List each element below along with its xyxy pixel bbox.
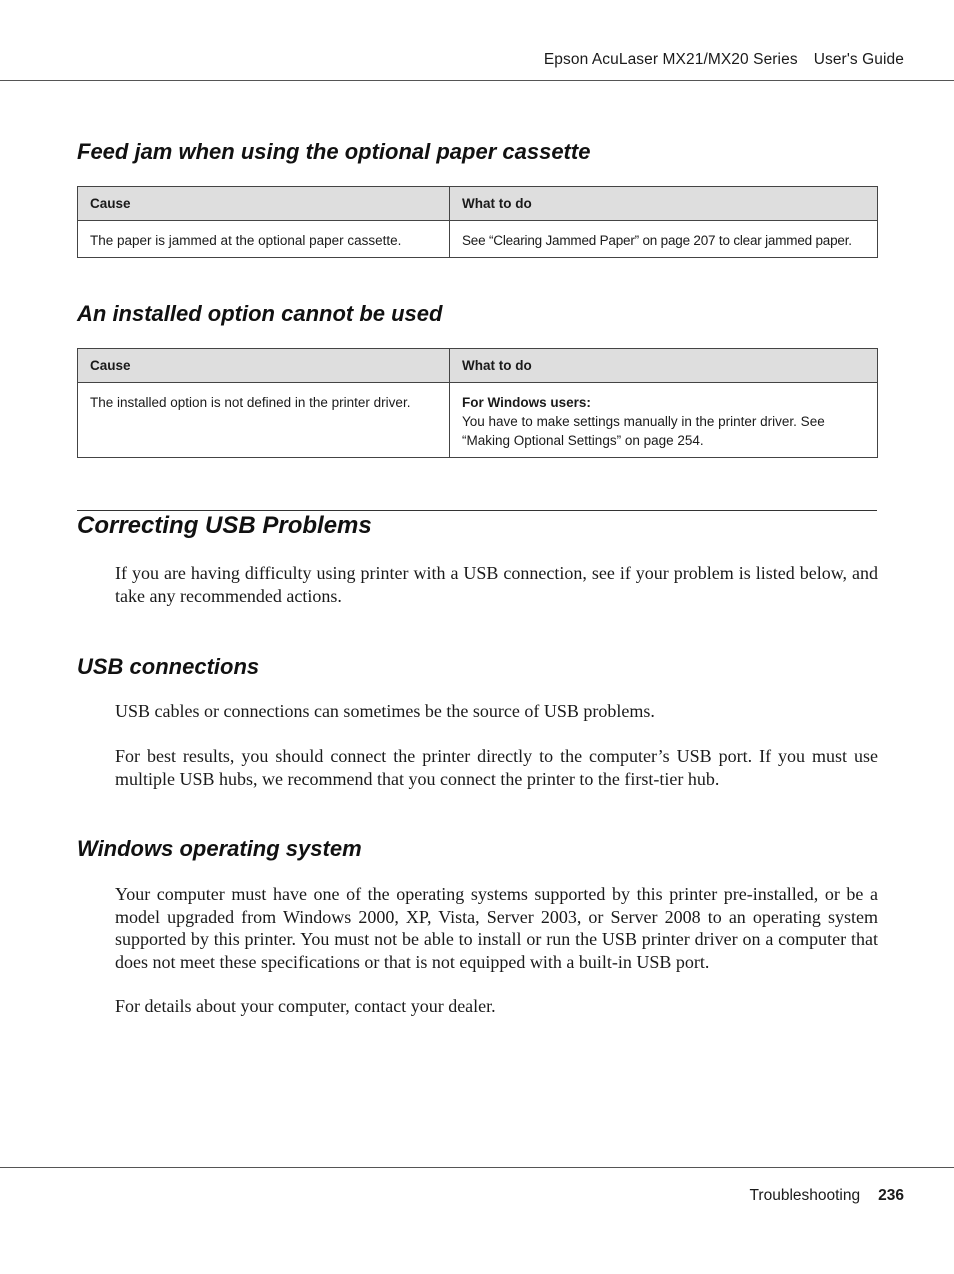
table-header-row [78, 187, 878, 221]
section-title-feed-jam: Feed jam when using the optional paper cassette [77, 139, 591, 164]
usb-connections-para-2: For best results, you should connect the printer directly to the computer’s USB port. If you must use multiple USB hubs, we recommend that you connect the printer to the first-tier hub. [115, 746, 878, 789]
footer-chapter: Troubleshooting [749, 1187, 861, 1204]
cause-cell: The installed option is not defined in the printer driver. [78, 383, 450, 458]
usb-problems-intro: If you are having difficulty using printer with a USB connection, see if your problem is listed below, and take any recommended actions. [115, 563, 878, 606]
table-header-row [78, 349, 878, 383]
section-title-usb-problems: Correcting USB Problems [77, 512, 372, 539]
column-header-action: What to do [450, 349, 878, 383]
action-cell [450, 383, 878, 458]
running-header [544, 51, 904, 69]
page-number: 236 [878, 1187, 904, 1204]
action-cell: See “Clearing Jammed Paper” on page 207 to clear jammed paper. [450, 221, 878, 258]
table-row [78, 383, 878, 458]
action-text: You have to make settings manually in the printer driver. See “Making Optional Settings” on page 254. [462, 414, 825, 448]
header-guide: User's Guide [813, 51, 904, 68]
section-title-windows-os: Windows operating system [77, 836, 362, 861]
column-header-action: What to do [450, 187, 878, 221]
section-rule [77, 510, 877, 511]
action-heading: For Windows users: [462, 395, 591, 410]
feed-jam-table [77, 186, 878, 258]
footer-rule [0, 1167, 954, 1168]
usb-connections-para-1: USB cables or connections can sometimes be the source of USB problems. [115, 701, 655, 721]
windows-os-para-2: For details about your computer, contact your dealer. [115, 996, 496, 1016]
column-header-cause: Cause [78, 349, 450, 383]
installed-option-table [77, 348, 878, 458]
header-rule [0, 80, 954, 81]
running-footer [750, 1187, 904, 1205]
section-title-usb-connections: USB connections [77, 654, 260, 679]
table-row [78, 221, 878, 258]
section-title-installed-option: An installed option cannot be used [77, 301, 443, 326]
column-header-cause: Cause [78, 187, 450, 221]
windows-os-para-1: Your computer must have one of the operating systems supported by this printer pre-installed, or be a model upgraded from Windows 2000, XP, Vista, Server 2003, or Server 2008 to an operating system supported by this printer. You must not be able to install or run the USB printer driver on a computer that does not meet these specifications or that is not equipped with a built-in USB port. [115, 884, 878, 972]
header-product: Epson AcuLaser MX21/MX20 Series [543, 51, 798, 68]
cause-cell: The paper is jammed at the optional paper cassette. [78, 221, 450, 258]
